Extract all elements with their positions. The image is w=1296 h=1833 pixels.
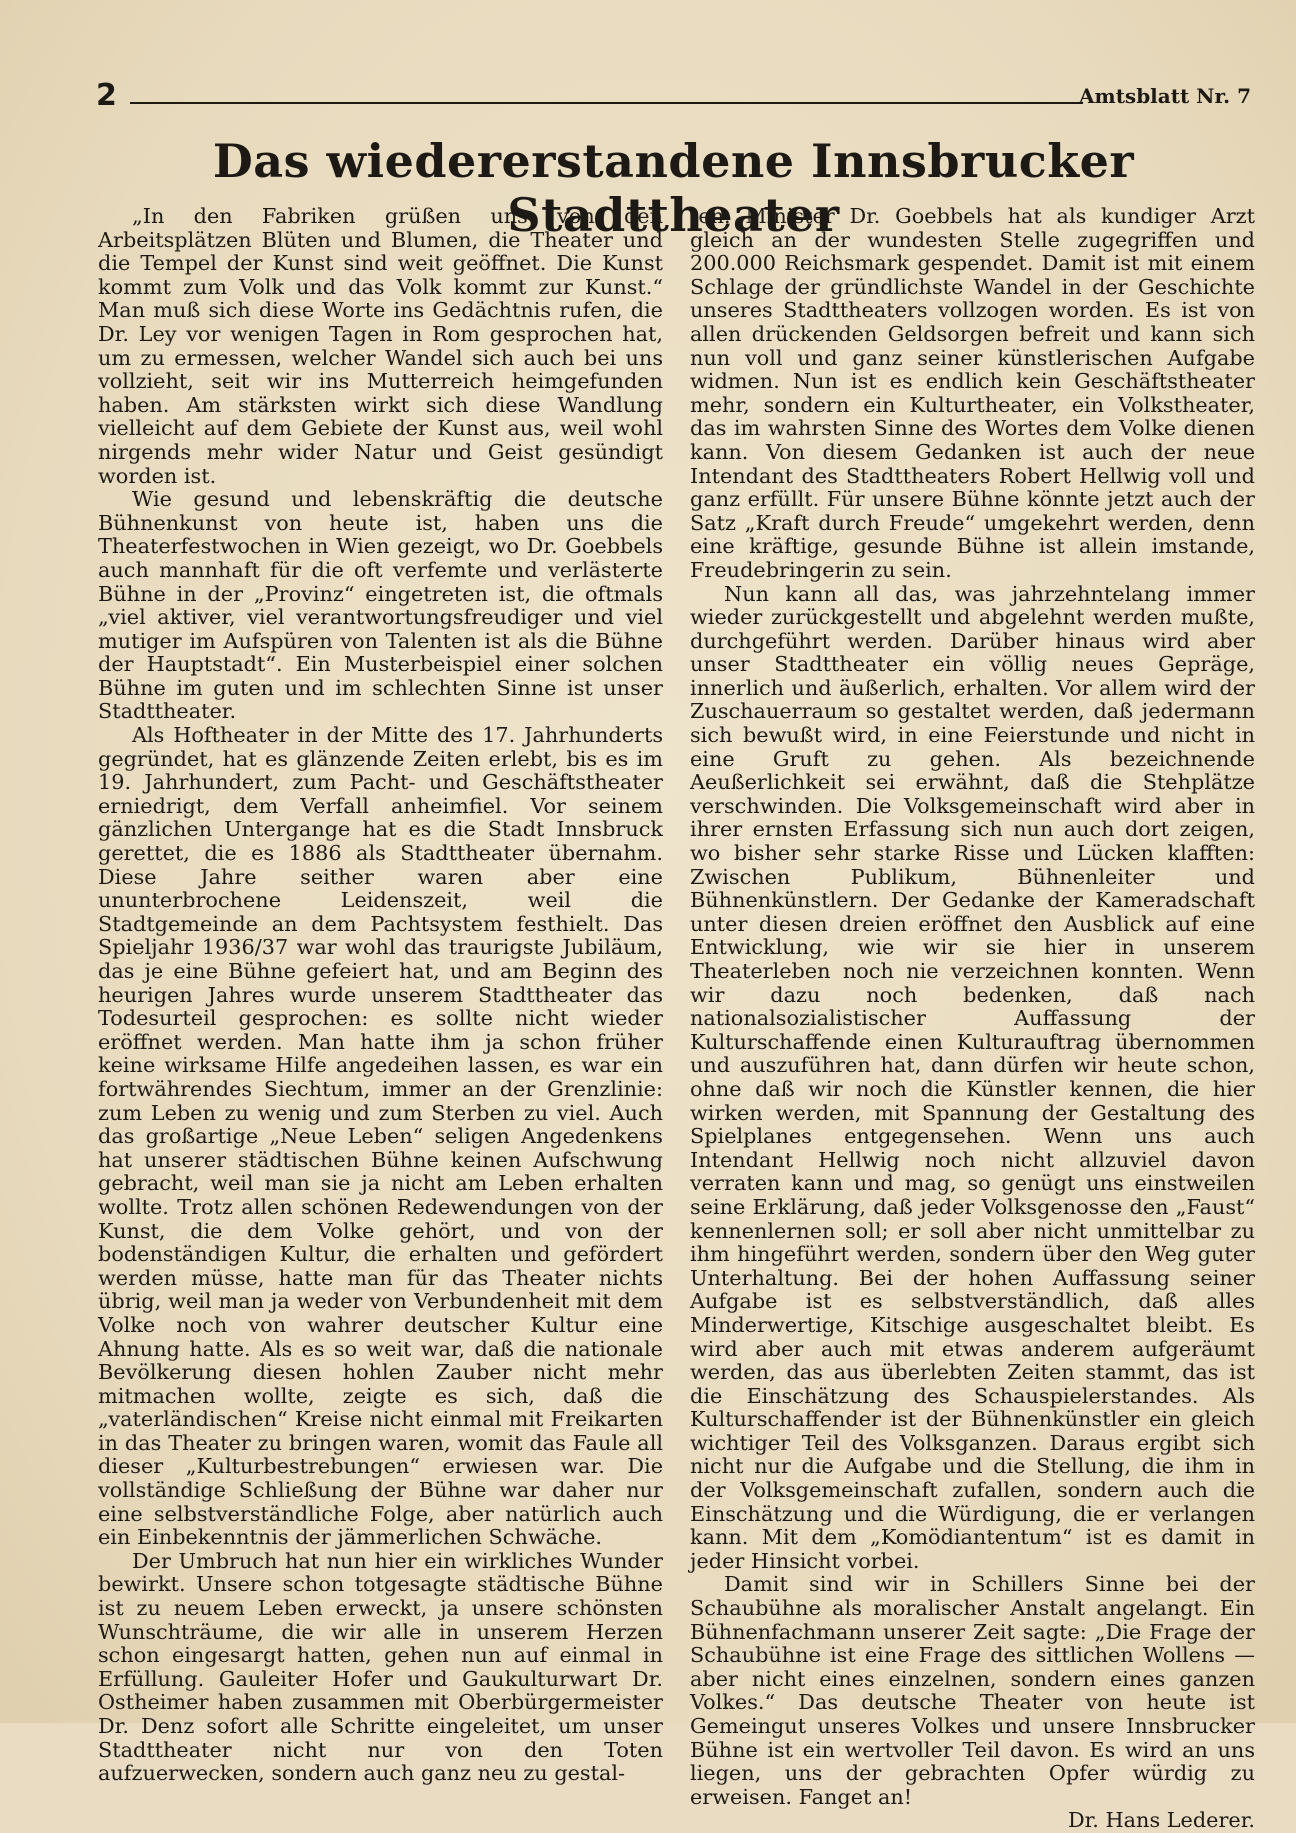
paragraph: Nun kann all das, was jahrzehntelang immer wieder zurückgestellt und abgelehnt werden mußte, durchgeführt werden. Darüber hinaus wird aber unser Stadttheater ein völlig neues Gepräge, innerlich und äußerlich, erhalten. Vor allem wird der Zuschauerraum so gestaltet werden, daß jedermann sich bewußt wird, in eine Feierstunde und nicht in eine Gruft zu gehen. Als bezeichnende Aeußerlichkeit sei erwähnt, daß die Stehplätze verschwinden. Die Volksgemeinschaft wird aber in ihrer ernsten Erfassung sich nun auch dort zeigen, wo bisher sehr starke Risse und Lücken klafften: Zwischen Publikum, Bühnenleiter und Bühnenkünstlern. Der Gedanke der Kameradschaft unter diesen dreien eröffnet den Ausblick auf eine Entwicklung, wie wir sie hier in unserem Theaterleben noch nie verzeichnen konnten. Wenn wir dazu noch bedenken, daß nach nationalsozialistischer Auffassung der Kulturschaffende einen Kulturauftrag übernommen und auszuführen hat, dann dürfen wir heute schon, ohne daß wir noch die Künstler kennen, die hier wirken werden, mit Spannung der Gestaltung des Spielplanes entgegensehen. Wenn uns auch Intendant Hellwig noch nicht allzuviel davon verraten kann und mag, so genügt uns einstweilen seine Erklärung, daß jeder Volksgenosse den „Faust“ kennenlernen soll; er soll aber nicht unmittelbar zu ihm hingeführt werden, sondern über den Weg guter Unterhaltung. Bei der hohen Auffassung seiner Aufgabe ist es selbstverständlich, daß alles Minderwertige, Kitschige ausgeschaltet bleibt. Es wird aber auch mit etwas anderem aufgeräumt werden, das aus überlebten Zeiten stammt, das ist die Einschätzung des Schauspielerstandes. Als Kulturschaffender ist der Bühnenkünstler ein gleich wichtiger Teil des Volksganzen. Daraus ergibt sich nicht nur die Aufgabe und die Stellung, die ihm in der Volksgemeinschaft zufallen, sondern auch die Einschätzung und die Würdigung, die er verlangen kann. Mit dem „Komödiantentum“ ist es damit in jeder Hinsicht vorbei.: [690, 581, 1255, 1573]
author-signature: Dr. Hans Lederer.: [1067, 1808, 1255, 1833]
header-rule: [130, 102, 1083, 104]
article-title: Das wiedererstandene Innsbrucker Stadttheater: [212, 134, 1135, 242]
right-column: [690, 205, 1255, 1833]
left-column: [98, 205, 663, 1786]
paragraph: Als Hoftheater in der Mitte des 17. Jahrhunderts gegründet, hat es glänzende Zeiten erlebt, bis es im 19. Jahrhundert, zum Pacht- und Geschäftstheater erniedrigt, dem Verfall anheimfiel. Vor seinem gänzlichen Untergange hat es die Stadt Innsbruck gerettet, die es 1886 als Stadttheater übernahm. Diese Jahre seither waren aber eine ununterbrochene Leidenszeit, weil die Stadtgemeinde an dem Pachtsystem festhielt. Das Spieljahr 1936/37 war wohl das traurigste Jubiläum, das je eine Bühne gefeiert hat, und am Beginn des heurigen Jahres wurde unserem Stadttheater das Todesurteil gesprochen: es sollte nicht wieder eröffnet werden. Man hatte ihm ja schon früher keine wirksame Hilfe angedeihen lassen, es war ein fortwährendes Siechtum, immer an der Grenzlinie: zum Leben zu wenig und zum Sterben zu viel. Auch das großartige „Neue Leben“ seligen Angedenkens hat unserer städtischen Bühne keinen Aufschwung gebracht, weil man sie ja nicht am Leben erhalten wollte. Trotz allen schönen Redewendungen von der Kunst, die dem Volke gehört, und von der bodenständigen Kultur, die erhalten und gefördert werden müsse, hatte man für das Theater nichts übrig, weil man ja weder von Verbundenheit mit dem Volke noch von wahrer deutscher Kultur eine Ahnung hatte. Als es so weit war, daß die nationale Bevölkerung diesen hohlen Zauber nicht mehr mitmachen wollte, zeigte es sich, daß die „vaterländischen“ Kreise nicht einmal mit Freikarten in das Theater zu bringen waren, womit das Faule all dieser „Kulturbestrebungen“ erwiesen war. Die vollständige Schließung der Bühne war daher nur eine selbstverständliche Folge, aber natürlich auch ein Einbekenntnis der jämmerlichen Schwäche.: [98, 723, 663, 1550]
issue-label: Amtsblatt Nr. 7: [1079, 84, 1251, 108]
paragraph: ten. Minister Dr. Goebbels hat als kundiger Arzt gleich an der wundesten Stelle zugegriffen und 200.000 Reichsmark gespendet. Damit ist mit einem Schlage der gründlichste Wandel in der Geschichte unseres Stadttheaters vollzogen worden. Es ist von allen drückenden Geldsorgen befreit und kann sich nun voll und ganz seiner künstlerischen Aufgabe widmen. Nun ist es endlich kein Geschäftstheater mehr, sondern ein Kulturtheater, ein Volkstheater, das im wahrsten Sinne des Wortes dem Volke dienen kann. Von diesem Gedanken ist auch der neue Intendant des Stadttheaters Robert Hellwig voll und ganz erfüllt. Für unsere Bühne könnte jetzt auch der Satz „Kraft durch Freude“ umgekehrt werden, denn eine kräftige, gesunde Bühne ist allein imstande, Freudebringerin zu sein.: [690, 204, 1255, 582]
paragraph: Der Umbruch hat nun hier ein wirkliches Wunder bewirkt. Unsere schon totgesagte städtische Bühne ist zu neuem Leben erweckt, ja unsere schönsten Wunschträume, die wir alle in unserem Herzen schon eingesargt hatten, gehen nun auf einmal in Erfüllung. Gauleiter Hofer und Gaukulturwart Dr. Ostheimer haben zusammen mit Oberbürgermeister Dr. Denz sofort alle Schritte eingeleitet, um unser Stadttheater nicht nur von den Toten aufzuerwecken, sondern auch ganz neu zu gestal-: [98, 1548, 663, 1786]
page-number: 2: [96, 78, 117, 113]
page-header: [96, 78, 1251, 118]
paragraph: Wie gesund und lebenskräftig die deutsche Bühnenkunst von heute ist, haben uns die Theaterfestwochen in Wien gezeigt, wo Dr. Goebbels auch mannhaft für die oft verfemte und verlästerte Bühne in der „Provinz“ eingetreten ist, die oftmals „viel aktiver, viel verantwortungsfreudiger und viel mutiger im Aufspüren von Talenten ist als die Bühne der Hauptstadt“. Ein Musterbeispiel einer solchen Bühne im guten und im schlechten Sinne ist unser Stadttheater.: [98, 487, 663, 724]
paragraph: Damit sind wir in Schillers Sinne bei der Schaubühne als moralischer Anstalt angelangt. Ein Bühnenfachmann unserer Zeit sagte: „Die Frage der Schaubühne ist eine Frage des sittlichen Wollens — aber nicht eines einzelnen, sondern eines ganzen Volkes.“ Das deutsche Theater von heute ist Gemeingut unseres Volkes und unsere Innsbrucker Bühne ist ein wertvoller Teil davon. Es wird an uns liegen, uns der gebrachten Opfer würdig zu erweisen. Fanget an!: [690, 1572, 1255, 1809]
paragraph: „In den Fabriken grüßen uns von den Arbeitsplätzen Blüten und Blumen, die Theater und die Tempel der Kunst sind weit geöffnet. Die Kunst kommt zum Volk und das Volk kommt zur Kunst.“ Man muß sich diese Worte ins Gedächtnis rufen, die Dr. Ley vor wenigen Tagen in Rom gesprochen hat, um zu ermessen, welcher Wandel sich auch bei uns vollzieht, seit wir ins Mutterreich heimgefunden haben. Am stärksten wirkt sich diese Wandlung vielleicht auf dem Gebiete der Kunst aus, weil wohl nirgends mehr wider Natur und Geist gesündigt worden ist.: [98, 204, 663, 488]
